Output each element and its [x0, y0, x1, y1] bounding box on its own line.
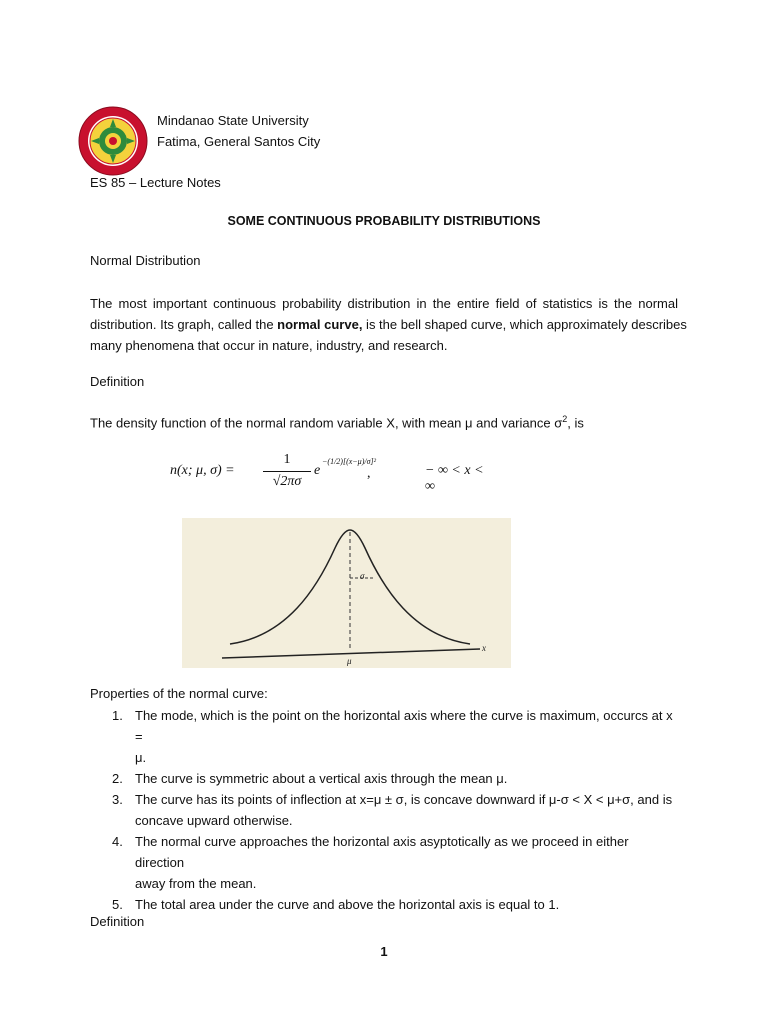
intro-line-1: The most important continuous probability distribution in the entire field of statistics is the normal: [90, 296, 678, 311]
property-item: [90, 831, 680, 894]
formula-lhs: n(x; μ, σ) =: [170, 463, 235, 478]
formula-exponent: −(1/2)[(x−μ)/σ]²: [322, 457, 377, 466]
property-item: [90, 768, 680, 789]
formula-exp-base: e: [314, 463, 321, 478]
sigma-label: σ: [360, 571, 365, 581]
course-line: ES 85 – Lecture Notes: [90, 175, 221, 190]
intro-line-2-end: is the bell shaped curve, which approximately describes: [362, 317, 687, 332]
seal-graphic: [78, 106, 148, 176]
section-heading-normal-distribution: Normal Distribution: [90, 253, 201, 268]
intro-line-2-start: distribution. Its graph, called the: [90, 317, 278, 332]
properties-list: [90, 705, 680, 915]
x-axis-label: x: [482, 643, 486, 653]
property-text-continued: concave upward otherwise.: [135, 813, 293, 828]
property-text: The mode, which is the point on the horizontal axis where the curve is maximum, occurcs at x =: [135, 708, 673, 744]
normal-curve-plot: [182, 518, 511, 668]
property-text-continued: μ.: [135, 750, 147, 765]
document-title: SOME CONTINUOUS PROBABILITY DISTRIBUTIONS: [227, 214, 541, 228]
density-text-end: , is: [567, 415, 584, 431]
normal-density-formula: [170, 452, 490, 497]
normal-curve-figure: [182, 518, 511, 668]
intro-line-3: many phenomena that occur in nature, industry, and research.: [90, 338, 448, 353]
intro-paragraph: [90, 293, 687, 356]
properties-heading: Properties of the normal curve:: [90, 686, 268, 701]
university-name: Mindanao State University: [157, 113, 309, 128]
sigma-symbol: σ: [554, 415, 563, 431]
campus-location: Fatima, General Santos City: [157, 134, 321, 149]
definition-heading: Definition: [90, 374, 145, 389]
mu-axis-label: μ: [347, 656, 352, 666]
page-number: 1: [380, 944, 388, 959]
density-text-start: The density function of the normal random variable X, with mean: [90, 415, 466, 431]
property-item: [90, 789, 680, 831]
property-text-continued: away from the mean.: [135, 876, 257, 891]
property-number: 2.: [112, 771, 123, 786]
definition-heading-2: Definition: [90, 914, 145, 929]
property-number: 1.: [112, 708, 123, 723]
property-text: The total area under the curve and above the horizontal axis is equal to 1.: [135, 897, 560, 912]
property-text: The curve has its points of inflection at x=μ ± σ, is concave downward if μ-σ < X < μ+σ, and is: [135, 792, 673, 807]
property-text: The normal curve approaches the horizontal axis asyptotically as we proceed in either direction: [135, 834, 629, 870]
variance-superscript: 2: [562, 414, 568, 424]
property-item: [90, 894, 680, 915]
formula-domain: − ∞ < x < ∞: [425, 463, 484, 494]
university-seal-logo: [78, 106, 148, 176]
fraction-bar: [263, 471, 311, 472]
formula-comma: ,: [367, 466, 371, 481]
property-number: 3.: [112, 792, 123, 807]
mu-symbol: μ: [465, 415, 473, 431]
formula-denominator: √2πσ: [272, 474, 302, 489]
density-sentence: [90, 414, 584, 430]
intro-line-2: [90, 314, 687, 335]
property-item: [90, 705, 680, 768]
property-text: The curve is symmetric about a vertical axis through the mean μ.: [135, 771, 508, 786]
property-number: 4.: [112, 834, 123, 849]
property-number: 5.: [112, 897, 123, 912]
formula-numerator: 1: [283, 452, 291, 467]
density-text-middle: and variance: [472, 415, 555, 431]
normal-curve-term: normal curve,: [277, 317, 363, 332]
